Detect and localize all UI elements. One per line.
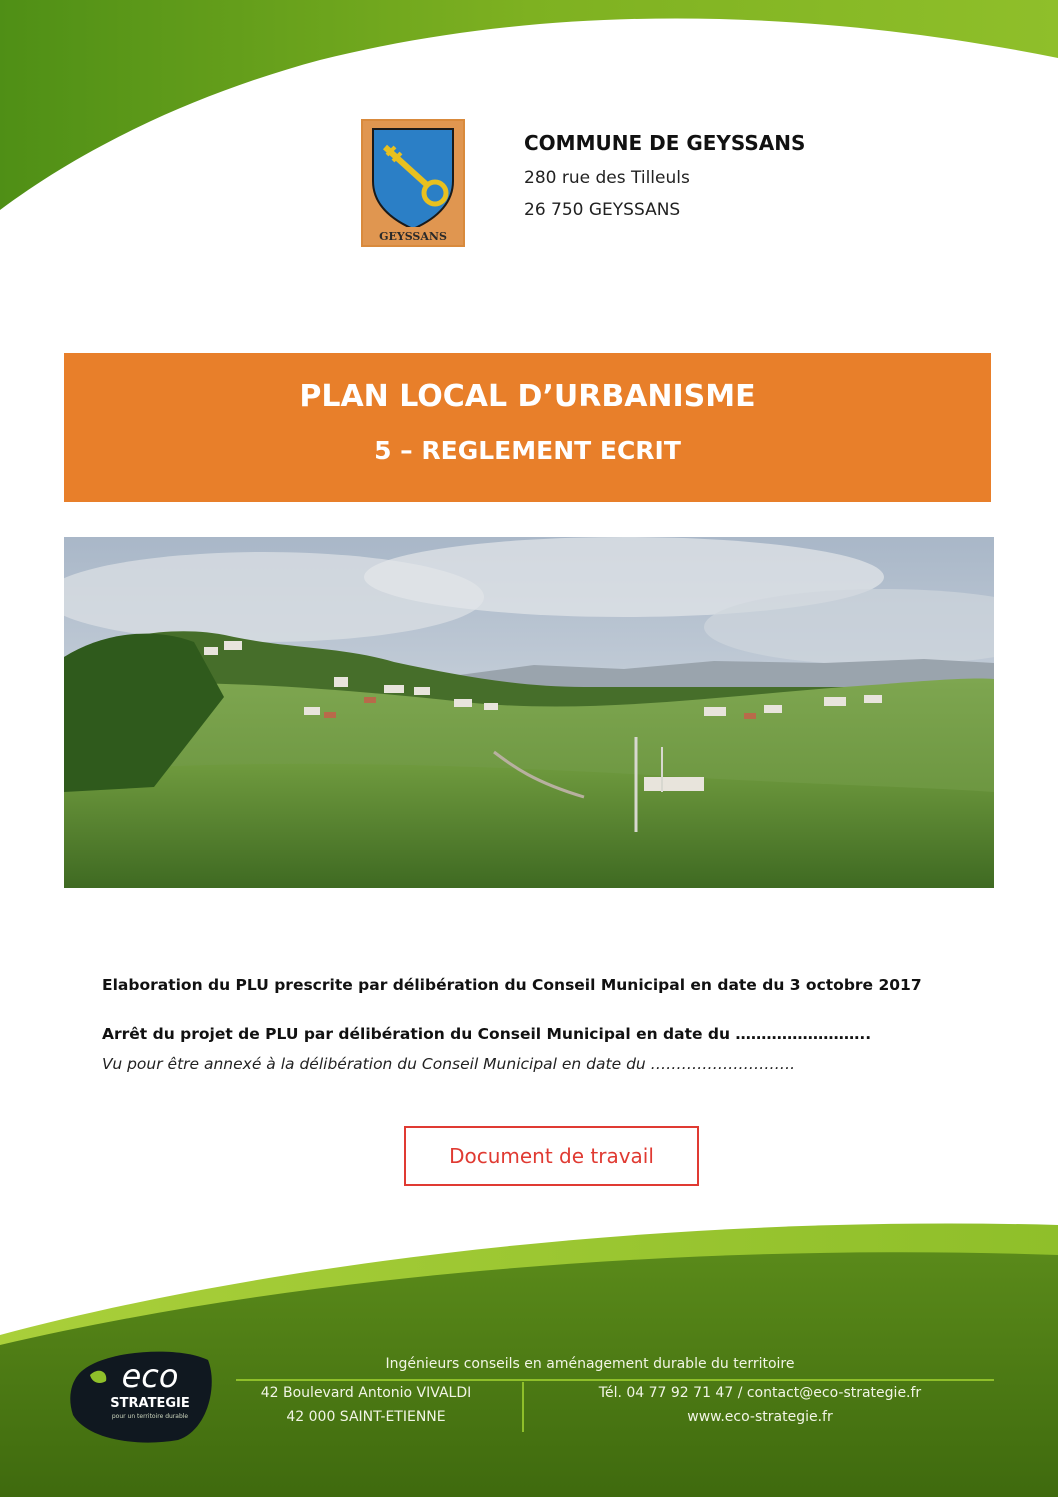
logo-sub-text: STRATEGIE [110,1396,190,1411]
eco-strategie-logo [68,1345,216,1445]
footer-divider [236,1379,994,1381]
commune-address-line2: 26 750 GEYSSANS [524,200,681,220]
commune-address-line1: 280 rue des Tilleuls [524,168,690,188]
footer-contact: Tél. 04 77 92 71 47 / contact@eco-strategie.fr [598,1385,922,1401]
top-green-wave [0,0,1058,230]
work-document-box [404,1126,699,1186]
landscape-photo [64,537,994,888]
logo-tagline: pour un territoire durable [111,1413,189,1420]
crest-label: GEYSSANS [379,230,447,243]
commune-name: COMMUNE DE GEYSSANS [524,131,806,155]
footer-website[interactable]: www.eco-strategie.fr [687,1409,833,1425]
document-subtitle: 5 – REGLEMENT ECRIT [374,436,681,465]
footer-address-line2: 42 000 SAINT-ETIENNE [286,1409,446,1425]
deliberation-prescription: Elaboration du PLU prescrite par délibération du Conseil Municipal en date du 3 octobre 2017 [102,976,922,994]
footer-tagline: Ingénieurs conseils en aménagement durable du territoire [385,1356,795,1372]
deliberation-arret: Arrêt du projet de PLU par délibération du Conseil Municipal en date du …………………….. [102,1025,872,1043]
document-title: PLAN LOCAL D’URBANISME [299,379,756,414]
footer-address-line1: 42 Boulevard Antonio VIVALDI [260,1385,472,1401]
logo-main-text: eco [121,1357,179,1395]
commune-crest-logo [361,119,465,247]
title-banner [64,353,991,502]
work-document-label: Document de travail [449,1144,654,1168]
deliberation-annexe: Vu pour être annexé à la délibération du Conseil Municipal en date du ………………………. [102,1055,796,1073]
footer-separator [522,1382,524,1432]
